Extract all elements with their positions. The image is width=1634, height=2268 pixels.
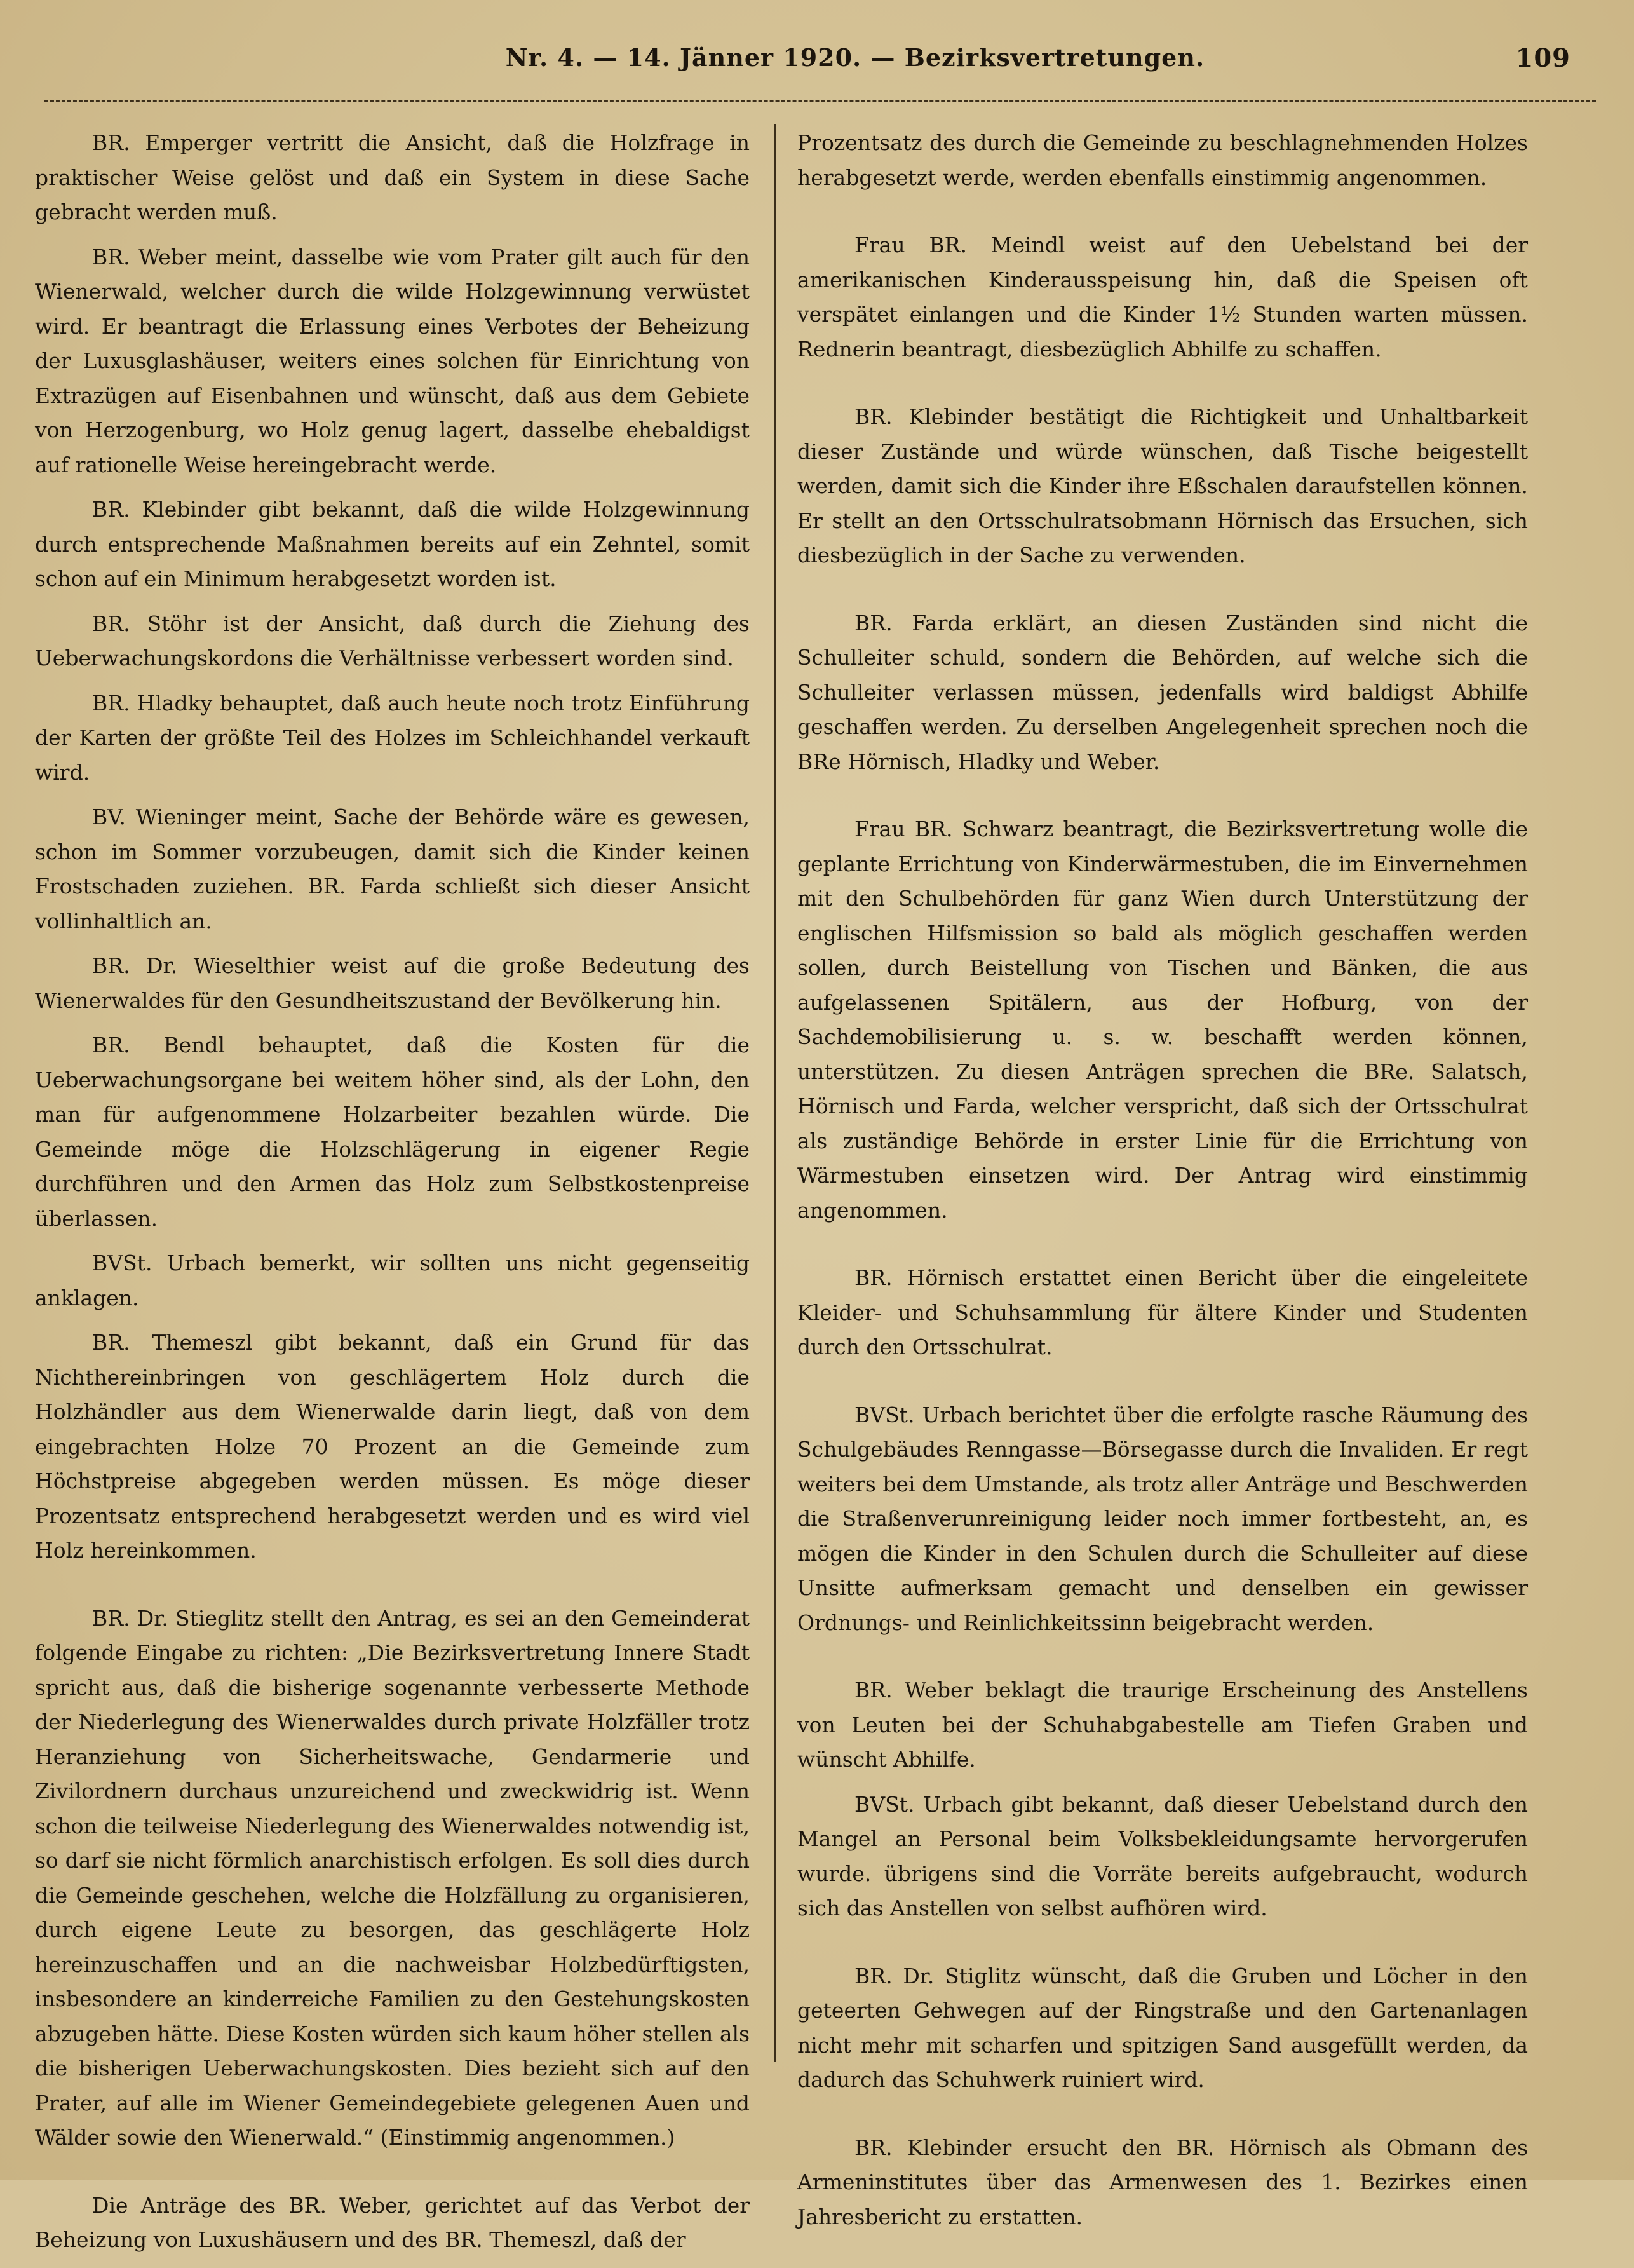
paragraph: BR. Dr. Stiglitz wünscht, daß die Gruben und Löcher in den geteerten Gehwegen auf der Ringstraße und den Gartenanlagen nicht mehr mit scharfen und spitzigen Sand ausgefüllt werden, da dadurch das Schuhwerk ruiniert wird. xyxy=(797,1963,1528,2092)
paragraph: Frau BR. Meindl weist auf den Uebelstand bei der amerikanischen Kinderausspeisung hin, daß die Speisen oft verspätet einlangen und die Kinder 1½ Stunden warten müssen. Rednerin beantragt, diesbezüglich Abhilfe zu schaffen. xyxy=(797,233,1528,362)
left-column xyxy=(35,126,750,2268)
paragraph: BV. Wieninger meint, Sache der Behörde wäre es gewesen, schon im Sommer vorzubeugen, damit sich die Kinder keinen Frostschaden zuziehen. BR. Farda schließt sich dieser Ansicht vollinhaltlich an. xyxy=(35,805,750,934)
page-header xyxy=(38,43,1596,88)
paragraph: BR. Bendl behauptet, daß die Kosten für die Ueberwachungsorgane bei weitem höher sind, als der Lohn, den man für aufgenommene Holzarbeiter bezahlen würde. Die Gemeinde möge die Holzschlägerung in eigener Regie durchführen und den Armen das Holz zum Selbstkostenpreise überlassen. xyxy=(35,1033,750,1231)
paragraph: Frau BR. Schwarz beantragt, die Bezirksvertretung wolle die geplante Errichtung von Kinderwärmestuben, die im Einvernehmen mit den Schulbehörden für ganz Wien durch Unterstützung der englischen Hilfsmission so bald als möglich geschaffen werden sollen, durch Beistellung von Tischen und Bänken, die aus aufgelassenen Spitälern, aus der Hofburg, von der Sachdemobilisierung u. s. w. beschafft werden können, unterstützen. Zu diesen Anträgen sprechen die BRe. Salatsch, Hörnisch und Farda, welcher verspricht, daß sich der Ortsschulrat als zuständige Behörde in erster Linie für die Errichtung von Wärmestuben einsetzen wird. Der Antrag wird einstimmig angenommen. xyxy=(797,817,1528,1223)
paragraph: BVSt. Urbach gibt bekannt, daß dieser Uebelstand durch den Mangel an Personal beim Volksbekleidungsamte hervorgerufen wurde. übrigens sind die Vorräte bereits aufgebraucht, wodurch sich das Anstellen von selbst aufhören wird. xyxy=(797,1791,1528,1920)
paragraph: BR. Farda erklärt, an diesen Zuständen sind nicht die Schulleiter schuld, sondern die Behörden, auf welche sich die Schulleiter verlassen müssen, jedenfalls wird baldigst Abhilfe geschaffen werden. Zu derselben Angelegenheit sprechen noch die BRe Hörnisch, Hladky und Weber. xyxy=(797,610,1528,774)
column-divider xyxy=(774,124,776,2062)
paragraph: BR. Themeszl gibt bekannt, daß ein Grund für das Nichthereinbringen von geschlägertem Holz durch die Holzhändler aus dem Wienerwalde darin liegt, daß von dem eingebrachten Holze 70 Prozent an die Gemeinde zum Höchstpreise abgegeben werden müssen. Es möge dieser Prozentsatz entsprechend herabgesetzt werden und es wird viel Holz hereinkommen. xyxy=(35,1330,750,1563)
paragraph: BR. Emperger vertritt die Ansicht, daß die Holzfrage in praktischer Weise gelöst und daß ein System in diese Sache gebracht werden muß. xyxy=(35,130,750,224)
paragraph: BVSt. Urbach bemerkt, wir sollten uns nicht gegenseitig anklagen. xyxy=(35,1251,750,1310)
paragraph: BVSt. Urbach berichtet über die erfolgte rasche Räumung des Schulgebäudes Renngasse—Börsegasse durch die Invaliden. Er regt weiters bei dem Umstande, als trotz aller Anträge und Beschwerden die Straßenverunreinigung leider noch immer fortbesteht, an, es mögen die Kinder in den Schulen durch die Schulleiter auf diese Unsitte aufmerksam gemacht und denselben ein gewisser Ordnungs- und Reinlichkeitssinn beigebracht werden. xyxy=(797,1402,1528,1635)
paragraph: BR. Weber beklagt die traurige Erscheinung des Anstellens von Leuten bei der Schuhabgabestelle am Tiefen Graben und wünscht Abhilfe. xyxy=(797,1678,1528,1772)
paragraph: BR. Klebinder ersucht den BR. Hörnisch als Obmann des Armeninstitutes über das Armenwesen des 1. Bezirkes einen Jahresbericht zu erstatten. xyxy=(797,2135,1528,2229)
paragraph: BR. Stöhr ist der Ansicht, daß durch die Ziehung des Ueberwachungskordons die Verhältnisse verbessert worden sind. xyxy=(35,611,750,670)
paragraph: BR. Dr. Wieselthier weist auf die große Bedeutung des Wienerwaldes für den Gesundheitszustand der Bevölkerung hin. xyxy=(35,953,750,1013)
paragraph: BR. Dr. Stieglitz stellt den Antrag, es sei an den Gemeinderat folgende Eingabe zu richten: „Die Bezirksvertretung Innere Stadt spricht aus, daß die bisherige sogenannte verbesserte Methode der Niederlegung des Wienerwaldes durch private Holzfäller trotz Heranziehung von Sicherheitswache, Gendarmerie und Zivilordnern durchaus unzureichend und zweckwidrig ist. Wenn schon die teilweise Niederlegung des Wienerwaldes notwendig ist, so darf sie nicht förmlich anarchistisch erfolgen. Es soll dies durch die Gemeinde geschehen, welche die Holzfällung zu organisieren, durch eigene Leute zu besorgen, das geschlägerte Holz hereinzuschaffen und an die nachweisbar Holzbedürftigsten, insbesondere an kinderreiche Familien zu den Gestehungskosten abzugeben hätte. Diese Kosten würden sich kaum höher stellen als die bisherigen Ueberwachungskosten. Dies bezieht sich auf den Prater, auf alle im Wiener Gemeindegebiete gelegenen Auen und Wälder sowie den Wienerwald.“ (Einstimmig angenommen.) xyxy=(35,1605,750,2150)
running-title: Nr. 4. — 14. Jänner 1920. — Bezirksvertretungen. xyxy=(505,43,1205,72)
paragraph: BR. Hladky behauptet, daß auch heute noch trotz Einführung der Karten der größte Teil des Holzes im Schleichhandel verkauft wird. xyxy=(35,690,750,785)
paragraph: Prozentsatz des durch die Gemeinde zu beschlagnehmenden Holzes herabgesetzt werde, werden ebenfalls einstimmig angenommen. xyxy=(797,130,1528,190)
page-number: 109 xyxy=(1515,43,1570,73)
paragraph: BR. Hörnisch erstattet einen Bericht über die eingeleitete Kleider- und Schuhsammlung für ältere Kinder und Studenten durch den Ortsschulrat. xyxy=(797,1265,1528,1359)
paragraph: BR. Klebinder bestätigt die Richtigkeit und Unhaltbarkeit dieser Zustände und würde wünschen, daß Tische beigestellt werden, damit sich die Kinder ihre Eßschalen daraufstellen können. Er stellt an den Ortsschulratsobmann Hörnisch das Ersuchen, sich diesbezüglich in der Sache zu verwenden. xyxy=(797,404,1528,567)
paragraph: BR. Weber meint, dasselbe wie vom Prater gilt auch für den Wienerwald, welcher durch die wilde Holzgewinnung verwüstet wird. Er beantragt die Erlassung eines Verbotes der Beheizung der Luxusglashäuser, weiters eines solchen für Einrichtung von Extrazügen auf Eisenbahnen und wünscht, daß aus dem Gebiete von Herzogenburg, wo Holz genug lagert, dasselbe ehebaldigst auf rationelle Weise hereingebracht werde. xyxy=(35,244,750,477)
header-rule xyxy=(44,100,1596,102)
right-column xyxy=(797,126,1528,2244)
paragraph: Die Anträge des BR. Weber, gerichtet auf das Verbot der Beheizung von Luxushäusern und des BR. Themeszl, daß der xyxy=(35,2192,750,2252)
paragraph: BR. Klebinder gibt bekannt, daß die wilde Holzgewinnung durch entsprechende Maßnahmen bereits auf ein Zehntel, somit schon auf ein Minimum herabgesetzt worden ist. xyxy=(35,497,750,591)
